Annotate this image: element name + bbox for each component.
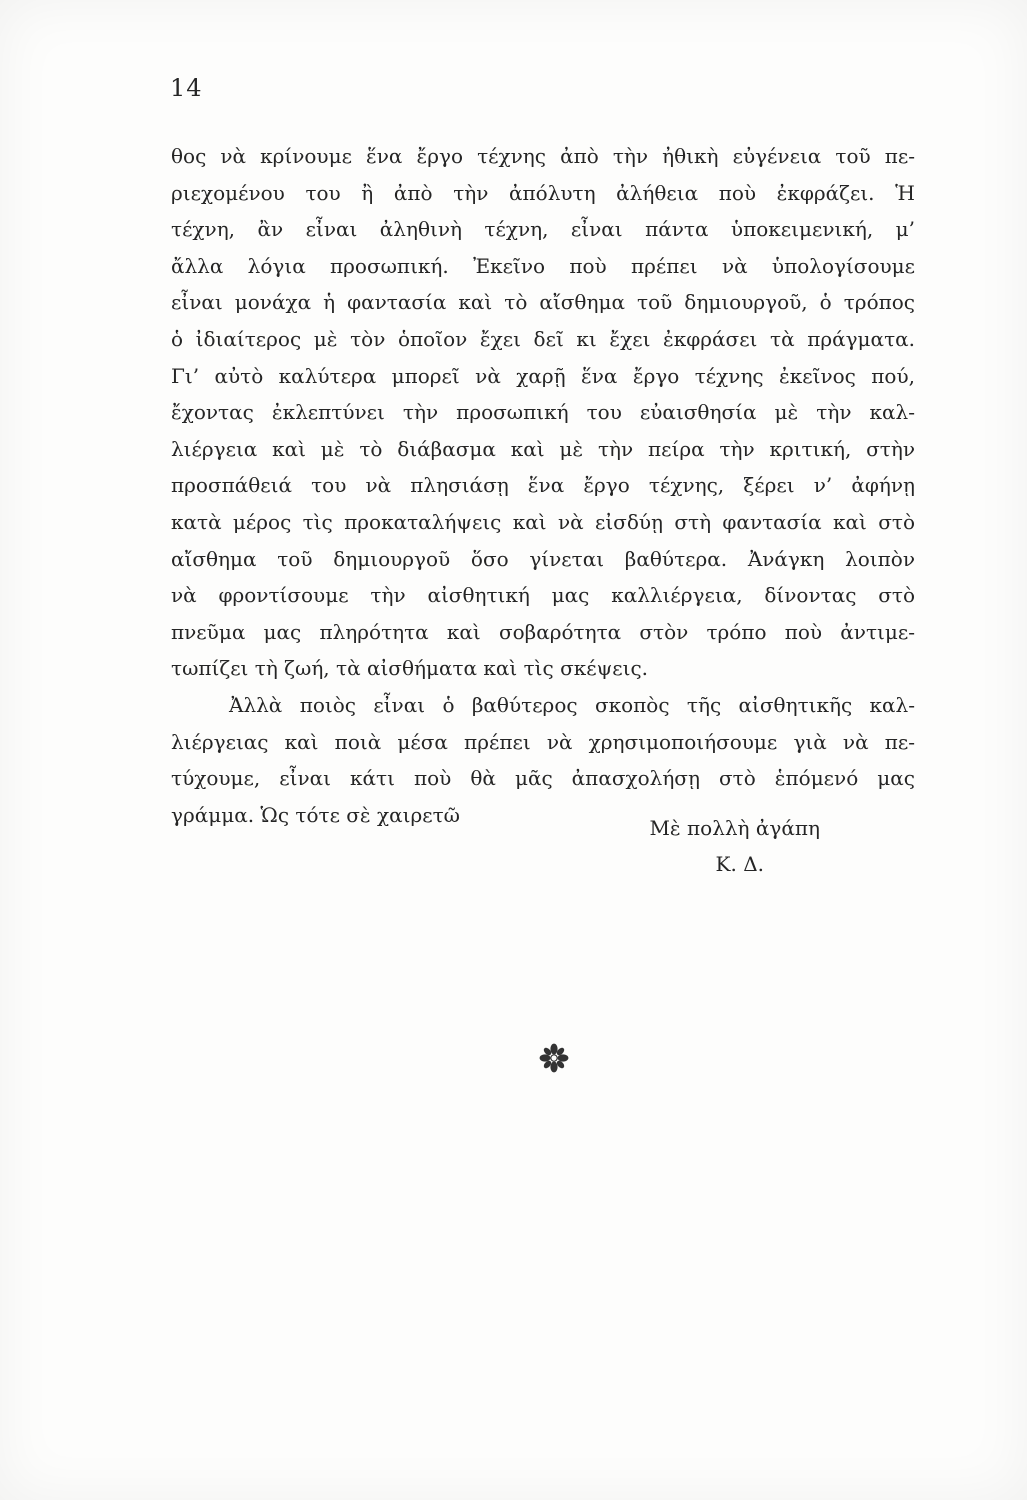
text-line: νὰ φροντίσουμε τὴν αἰσθητική μας καλλιέργεια, δίνοντας στὸ bbox=[171, 583, 915, 608]
text-line: ὁ ἰδιαίτερος μὲ τὸν ὁποῖον ἔχει δεῖ κι ἔχει ἐκφράσει τὰ πράγματα. bbox=[171, 326, 915, 351]
text-line: αἴσθημα τοῦ δημιουργοῦ ὅσο γίνεται βαθύτερα. Ἀνάγκη λοιπὸν bbox=[171, 546, 915, 571]
text-line: τωπίζει τὴ ζωή, τὰ αἰσθήματα καὶ τὶς σκέψεις. bbox=[171, 656, 649, 681]
text-line: ριεχομένου του ἢ ἀπὸ τὴν ἀπόλυτη ἀλήθεια ποὺ ἐκφράζει. Ἡ bbox=[171, 180, 915, 205]
text-line: κατὰ μέρος τὶς προκαταλήψεις καὶ νὰ εἰσδύῃ στὴ φαντασία καὶ στὸ bbox=[171, 509, 915, 534]
text-line: θος νὰ κρίνουμε ἕνα ἔργο τέχνης ἀπὸ τὴν ἠθικὴ εὐγένεια τοῦ πε- bbox=[171, 144, 915, 168]
floral-ornament-icon bbox=[538, 1042, 570, 1074]
text-line: Ἀλλὰ ποιὸς εἶναι ὁ βαθύτερος σκοπὸς τῆς αἰσθητικῆς καλ- bbox=[229, 692, 915, 717]
text-line: λιέργειας καὶ ποιὰ μέσα πρέπει νὰ χρησιμοποιήσουμε γιὰ νὰ πε- bbox=[171, 729, 915, 754]
text-line: τύχουμε, εἶναι κάτι ποὺ θὰ μᾶς ἀπασχολήσῃ στὸ ἑπόμενό μας bbox=[171, 766, 915, 791]
letter-signoff bbox=[600, 810, 820, 882]
text-line: προσπάθειά του νὰ πλησιάσῃ ἕνα ἔργο τέχνης, ξέρει ν’ ἀφήνῃ bbox=[171, 473, 915, 498]
closing-greeting: Μὲ πολλὴ ἀγάπη bbox=[649, 816, 820, 840]
text-line: λιέργεια καὶ μὲ τὸ διάβασμα καὶ μὲ τὴν πείρα τὴν κριτική, στὴν bbox=[171, 436, 915, 461]
text-line: Γι’ αὐτὸ καλύτερα μπορεῖ νὰ χαρῇ ἕνα ἔργο τέχνης ἐκεῖνος πού, bbox=[171, 363, 915, 388]
body-text bbox=[171, 138, 915, 833]
text-line: ἔχοντας ἐκλεπτύνει τὴν προσωπική του εὐαισθησία μὲ τὴν καλ- bbox=[171, 400, 915, 425]
text-line: γράμμα. Ὡς τότε σὲ χαιρετῶ bbox=[171, 802, 460, 827]
text-line: πνεῦμα μας πληρότητα καὶ σοβαρότητα στὸν τρόπο ποὺ ἀντιμε- bbox=[171, 619, 915, 644]
page-number: 14 bbox=[170, 74, 203, 102]
text-line: ἄλλα λόγια προσωπική. Ἐκεῖνο ποὺ πρέπει νὰ ὑπολογίσουμε bbox=[171, 253, 915, 278]
text-line: εἶναι μονάχα ἡ φαντασία καὶ τὸ αἴσθημα τοῦ δημιουργοῦ, ὁ τρόπος bbox=[171, 290, 915, 315]
text-line: τέχνη, ἂν εἶναι ἀληθινὴ τέχνη, εἶναι πάντα ὑποκειμενική, μ’ bbox=[171, 217, 915, 242]
author-initials: Κ. Δ. bbox=[715, 852, 764, 876]
